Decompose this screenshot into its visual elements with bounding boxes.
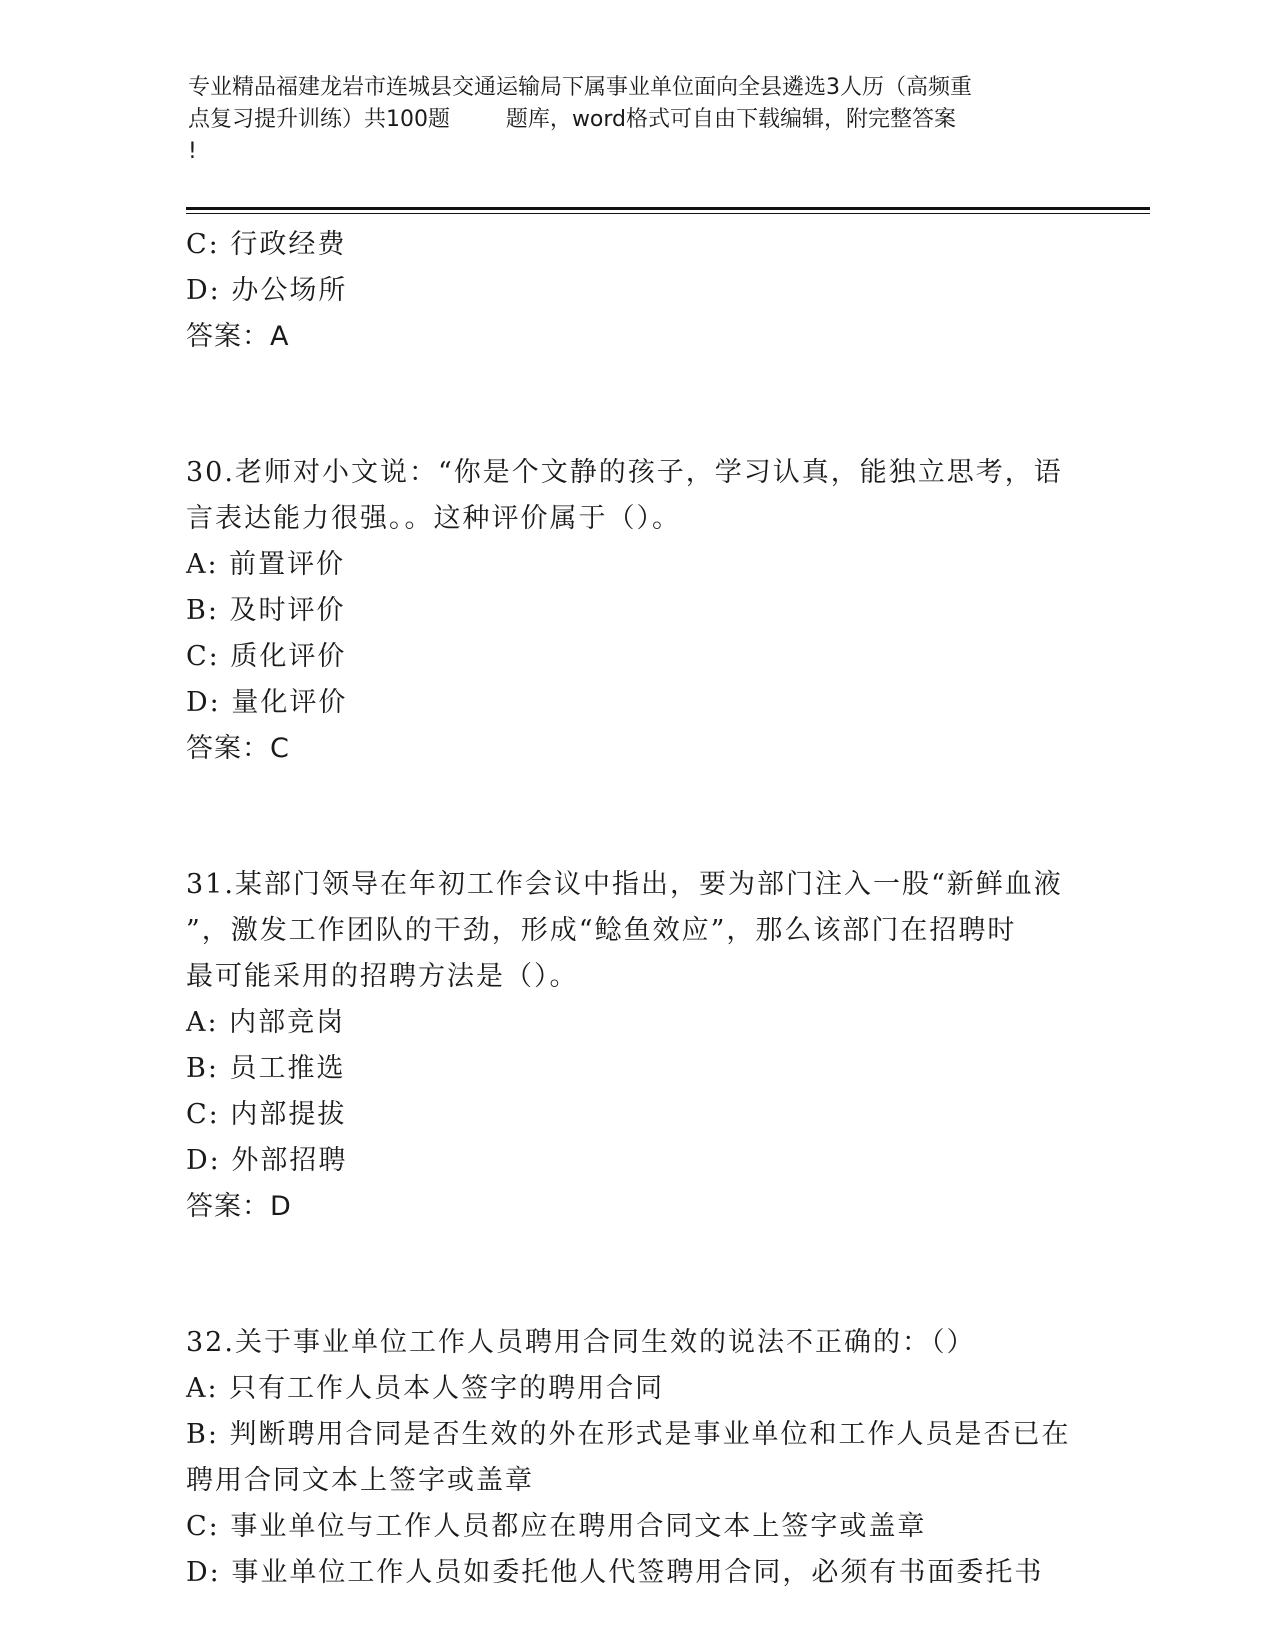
- question-stem: 最可能采用的招聘方法是（）。: [186, 961, 579, 992]
- option-d: D: 办公场所: [186, 275, 348, 306]
- question-32: [186, 1320, 1086, 1596]
- option-c: C: 质化评价: [186, 641, 347, 672]
- option-a: A: 前置评价: [186, 549, 346, 580]
- answer: 答案：D: [186, 1191, 292, 1222]
- option-d: D: 量化评价: [186, 687, 348, 718]
- option-d: D: 事业单位工作人员如委托他人代签聘用合同，必须有书面委托书: [186, 1557, 1044, 1588]
- option-c: C: 内部提拔: [186, 1099, 347, 1130]
- answer: 答案：C: [186, 733, 290, 764]
- option-b: B: 判断聘用合同是否生效的外在形式是事业单位和工作人员是否已在: [186, 1419, 1071, 1450]
- document-header: [188, 72, 1088, 168]
- header-line-2: 点复习提升训练）共100题 题库，word格式可自由下载编辑，附完整答案: [188, 107, 957, 132]
- option-c: C: 事业单位与工作人员都应在聘用合同文本上签字或盖章: [186, 1511, 927, 1542]
- question-29: [186, 222, 1086, 360]
- question-stem: ”，激发工作团队的干劲，形成“鲶鱼效应”，那么该部门在招聘时: [186, 915, 1017, 946]
- question-list: [186, 222, 1086, 1596]
- header-rule-thin: [186, 213, 1150, 214]
- option-b-continued: 聘用合同文本上签字或盖章: [186, 1465, 534, 1496]
- question-stem: 32.关于事业单位工作人员聘用合同生效的说法不正确的：（）: [186, 1327, 976, 1358]
- header-line-3: !: [188, 139, 197, 164]
- option-c: C: 行政经费: [186, 229, 347, 260]
- answer: 答案：A: [186, 321, 290, 352]
- header-line-1: 专业精品福建龙岩市连城县交通运输局下属事业单位面向全县遴选3人历（高频重: [188, 75, 972, 100]
- question-31: [186, 862, 1086, 1230]
- option-d: D: 外部招聘: [186, 1145, 348, 1176]
- question-stem: 言表达能力很强。。这种评价属于（）。: [186, 503, 681, 534]
- option-b: B: 及时评价: [186, 595, 346, 626]
- option-b: B: 员工推选: [186, 1053, 346, 1084]
- header-rule-thick: [186, 207, 1150, 210]
- question-stem: 30.老师对小文说：“你是个文静的孩子，学习认真，能独立思考，语: [186, 457, 1063, 488]
- option-a: A: 只有工作人员本人签字的聘用合同: [186, 1373, 665, 1404]
- option-a: A: 内部竞岗: [186, 1007, 346, 1038]
- question-30: [186, 450, 1086, 772]
- question-stem: 31.某部门领导在年初工作会议中指出，要为部门注入一股“新鲜血液: [186, 869, 1063, 900]
